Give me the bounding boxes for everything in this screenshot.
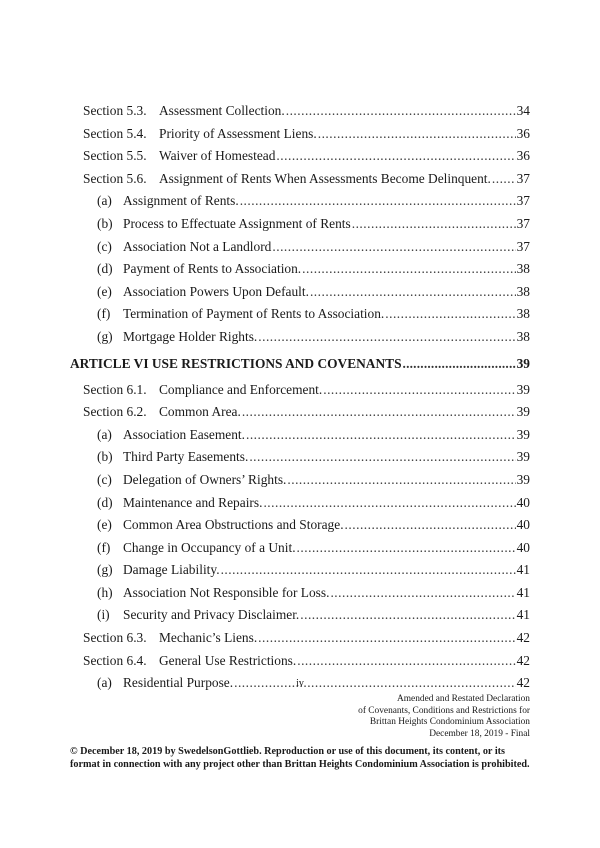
toc-entry-page: 42 xyxy=(516,652,530,668)
toc-entry-page: 40 xyxy=(516,539,530,555)
dot-leader xyxy=(286,103,516,119)
toc-entry-label xyxy=(83,404,241,420)
toc-entry xyxy=(70,284,530,307)
toc-entry-number: (g) xyxy=(97,562,113,578)
toc-entry-label xyxy=(97,193,239,209)
toc-entry-label xyxy=(70,356,402,372)
dot-leader xyxy=(318,126,516,142)
toc-entry-title: Payment of Rents to Association. xyxy=(123,261,302,277)
dot-leader xyxy=(221,562,516,578)
toc-entry xyxy=(70,382,530,405)
toc-entry-title: Delegation of Owners’ Rights. xyxy=(123,471,287,487)
toc-entry-title: Assignment of Rents. xyxy=(123,193,239,209)
toc-entry xyxy=(70,472,530,495)
toc-entry-number: (i) xyxy=(97,607,110,623)
dot-leader xyxy=(300,607,515,623)
toc-entry-title: Change in Occupancy of a Unit. xyxy=(123,539,296,555)
toc-entry-label xyxy=(97,306,384,322)
toc-entry-page: 42 xyxy=(516,675,530,691)
toc-entry-page: 34 xyxy=(516,103,530,118)
dot-leader xyxy=(492,171,516,187)
toc-entry-number: (c) xyxy=(97,471,112,487)
toc-entry xyxy=(70,126,530,149)
toc-entry-label xyxy=(97,284,309,300)
toc-entry-page: 39 xyxy=(516,404,530,420)
toc-entry-label xyxy=(97,585,329,601)
toc-entry-page: 38 xyxy=(516,261,530,277)
toc-entry-title: Association Not Responsible for Loss. xyxy=(123,584,330,600)
toc-entry-title: Waiver of Homestead xyxy=(159,148,276,164)
toc-entry-number: (e) xyxy=(97,283,112,299)
toc-entry-number: (a) xyxy=(97,193,112,209)
toc-entry-number: (f) xyxy=(97,306,111,322)
toc-entry-page: 39 xyxy=(516,426,530,442)
toc-entry xyxy=(70,103,530,126)
toc-entry xyxy=(70,261,530,284)
toc-entry-page: 39 xyxy=(516,449,530,465)
toc-entry-number: (b) xyxy=(97,215,113,231)
toc-entry-page: 39 xyxy=(516,381,530,397)
toc-entry xyxy=(70,216,530,239)
toc-entry-label xyxy=(83,171,491,187)
toc-entry-page: 40 xyxy=(516,517,530,533)
toc-entry-page: 39 xyxy=(516,471,530,487)
toc-entry-number: (g) xyxy=(97,328,113,344)
toc-entry-page: 37 xyxy=(516,238,530,254)
footer-line-3: Brittan Heights Condominium Association xyxy=(369,717,530,728)
toc-entry-title: General Use Restrictions. xyxy=(159,652,297,668)
dot-leader xyxy=(240,193,516,209)
toc-entry-number: (d) xyxy=(97,261,113,277)
toc-entry-title: Priority of Assessment Liens. xyxy=(159,125,317,141)
toc-entry-number: (e) xyxy=(97,517,112,533)
toc-entry xyxy=(70,427,530,450)
toc-entry xyxy=(70,540,530,563)
toc-entry-title: Common Area Obstructions and Storage. xyxy=(123,517,344,533)
toc-entry-page: 37 xyxy=(516,193,530,209)
toc-entry-label xyxy=(97,216,351,232)
toc-entry xyxy=(70,495,530,518)
toc-entry xyxy=(70,239,530,262)
toc-entry-title: Third Party Easements. xyxy=(123,449,249,465)
toc-entry-title: Association Not a Landlord xyxy=(123,238,272,254)
toc-entry-label xyxy=(83,103,285,119)
dot-leader xyxy=(352,216,516,232)
toc-entry-number: Section 6.4. xyxy=(83,652,147,668)
toc-entry-title: Assignment of Rents When Assessments Become Delinquent. xyxy=(159,170,491,186)
dot-leader xyxy=(297,653,515,669)
toc-entry-number: (a) xyxy=(97,675,112,691)
toc-entry-label xyxy=(97,607,299,623)
dot-leader xyxy=(263,495,515,511)
table-of-contents xyxy=(70,103,530,698)
dot-leader xyxy=(323,382,515,398)
toc-entry-title: Residential Purpose. xyxy=(123,675,234,691)
toc-entry-number: (c) xyxy=(97,238,112,254)
toc-entry-page: 37 xyxy=(516,215,530,231)
dot-leader xyxy=(258,630,515,646)
toc-entry-label xyxy=(97,472,286,488)
dot-leader xyxy=(276,148,515,164)
toc-entry-label xyxy=(83,630,257,646)
toc-entry-number: Section 6.2. xyxy=(83,404,147,420)
document-footer xyxy=(358,694,530,740)
dot-leader xyxy=(345,517,516,533)
toc-entry xyxy=(70,517,530,540)
toc-entry-number: Section 5.3. xyxy=(83,103,147,118)
dot-leader xyxy=(310,284,516,300)
toc-entry-label xyxy=(97,239,271,255)
toc-entry-number: (a) xyxy=(97,426,112,442)
toc-entry-number: (d) xyxy=(97,494,113,510)
toc-entry-label xyxy=(97,329,257,345)
toc-entry-label xyxy=(97,427,245,443)
toc-entry xyxy=(70,404,530,427)
toc-entry-label xyxy=(97,540,296,556)
toc-entry-page: 40 xyxy=(516,494,530,510)
toc-entry-title: Mortgage Holder Rights. xyxy=(123,328,258,344)
toc-entry-page: 41 xyxy=(516,562,530,578)
footer-line-4: December 18, 2019 - Final xyxy=(429,728,530,739)
footer-line-1: Amended and Restated Declaration xyxy=(396,694,530,704)
toc-entry xyxy=(70,171,530,194)
toc-entry-label xyxy=(97,449,248,465)
toc-entry-title: ARTICLE VI USE RESTRICTIONS AND COVENANTS xyxy=(70,355,402,371)
toc-entry-title: Security and Privacy Disclaimer. xyxy=(123,607,300,623)
toc-entry-number: Section 6.3. xyxy=(83,630,147,646)
footer-line-2: of Covenants, Conditions and Restrictions for xyxy=(358,705,530,716)
toc-entry-title: Compliance and Enforcement. xyxy=(159,381,323,397)
toc-entry-title: Assessment Collection. xyxy=(159,103,285,118)
toc-entry-number: (f) xyxy=(97,539,111,555)
toc-entry-page: 37 xyxy=(516,170,530,186)
toc-entry-page: 38 xyxy=(516,306,530,322)
dot-leader xyxy=(403,356,516,372)
toc-entry-page: 41 xyxy=(516,584,530,600)
toc-entry-number: (h) xyxy=(97,584,113,600)
toc-entry-page: 36 xyxy=(516,148,530,164)
toc-entry-title: Association Powers Upon Default. xyxy=(123,283,309,299)
toc-entry-title: Common Area. xyxy=(159,404,241,420)
dot-leader xyxy=(242,404,516,420)
toc-entry-title: Mechanic’s Liens. xyxy=(159,630,258,646)
toc-entry-label xyxy=(83,382,322,398)
toc-entry-title: Damage Liability. xyxy=(123,562,220,578)
toc-entry-title: Association Easement. xyxy=(123,426,245,442)
copyright-notice: © December 18, 2019 by SwedelsonGottlieb. Reproduction or use of this document, its content, or its format in connection with any project other than Brittan Heights Condominium Association is prohibited. xyxy=(70,746,530,770)
toc-entry-label xyxy=(97,495,262,511)
toc-entry-label xyxy=(83,148,275,164)
toc-entry xyxy=(70,356,530,382)
toc-entry xyxy=(70,193,530,216)
toc-entry-page: 41 xyxy=(516,607,530,623)
toc-entry xyxy=(70,607,530,630)
toc-entry xyxy=(70,630,530,653)
dot-leader xyxy=(246,427,516,443)
dot-leader xyxy=(258,329,515,345)
toc-entry xyxy=(70,562,530,585)
toc-entry-page: 38 xyxy=(516,328,530,344)
toc-entry-label xyxy=(97,517,344,533)
dot-leader xyxy=(302,261,515,277)
toc-entry-page: 38 xyxy=(516,283,530,299)
toc-entry-number: Section 6.1. xyxy=(83,381,147,397)
dot-leader xyxy=(385,306,515,322)
toc-entry xyxy=(70,148,530,171)
toc-entry xyxy=(70,449,530,472)
toc-entry xyxy=(70,306,530,329)
toc-entry-number: Section 5.4. xyxy=(83,125,147,141)
toc-entry-number: Section 5.6. xyxy=(83,170,147,186)
toc-entry-title: Process to Effectuate Assignment of Rents xyxy=(123,215,351,231)
toc-entry xyxy=(70,585,530,608)
toc-entry-label xyxy=(97,261,301,277)
toc-entry-label xyxy=(83,126,317,142)
toc-entry-page: 39 xyxy=(516,355,530,371)
toc-entry-label xyxy=(97,562,220,578)
dot-leader xyxy=(330,585,515,601)
dot-leader xyxy=(272,239,515,255)
toc-entry-page: 42 xyxy=(516,630,530,646)
dot-leader xyxy=(287,472,515,488)
page-number: iv xyxy=(296,678,304,689)
toc-entry-title: Maintenance and Repairs. xyxy=(123,494,263,510)
toc-entry-number: (b) xyxy=(97,449,113,465)
toc-entry xyxy=(70,653,530,676)
dot-leader xyxy=(297,540,516,556)
toc-entry-label xyxy=(83,653,296,669)
toc-entry-title: Termination of Payment of Rents to Association. xyxy=(123,306,385,322)
toc-entry-number: Section 5.5. xyxy=(83,148,147,164)
dot-leader xyxy=(249,449,515,465)
toc-entry-page: 36 xyxy=(516,125,530,141)
toc-entry xyxy=(70,329,530,352)
